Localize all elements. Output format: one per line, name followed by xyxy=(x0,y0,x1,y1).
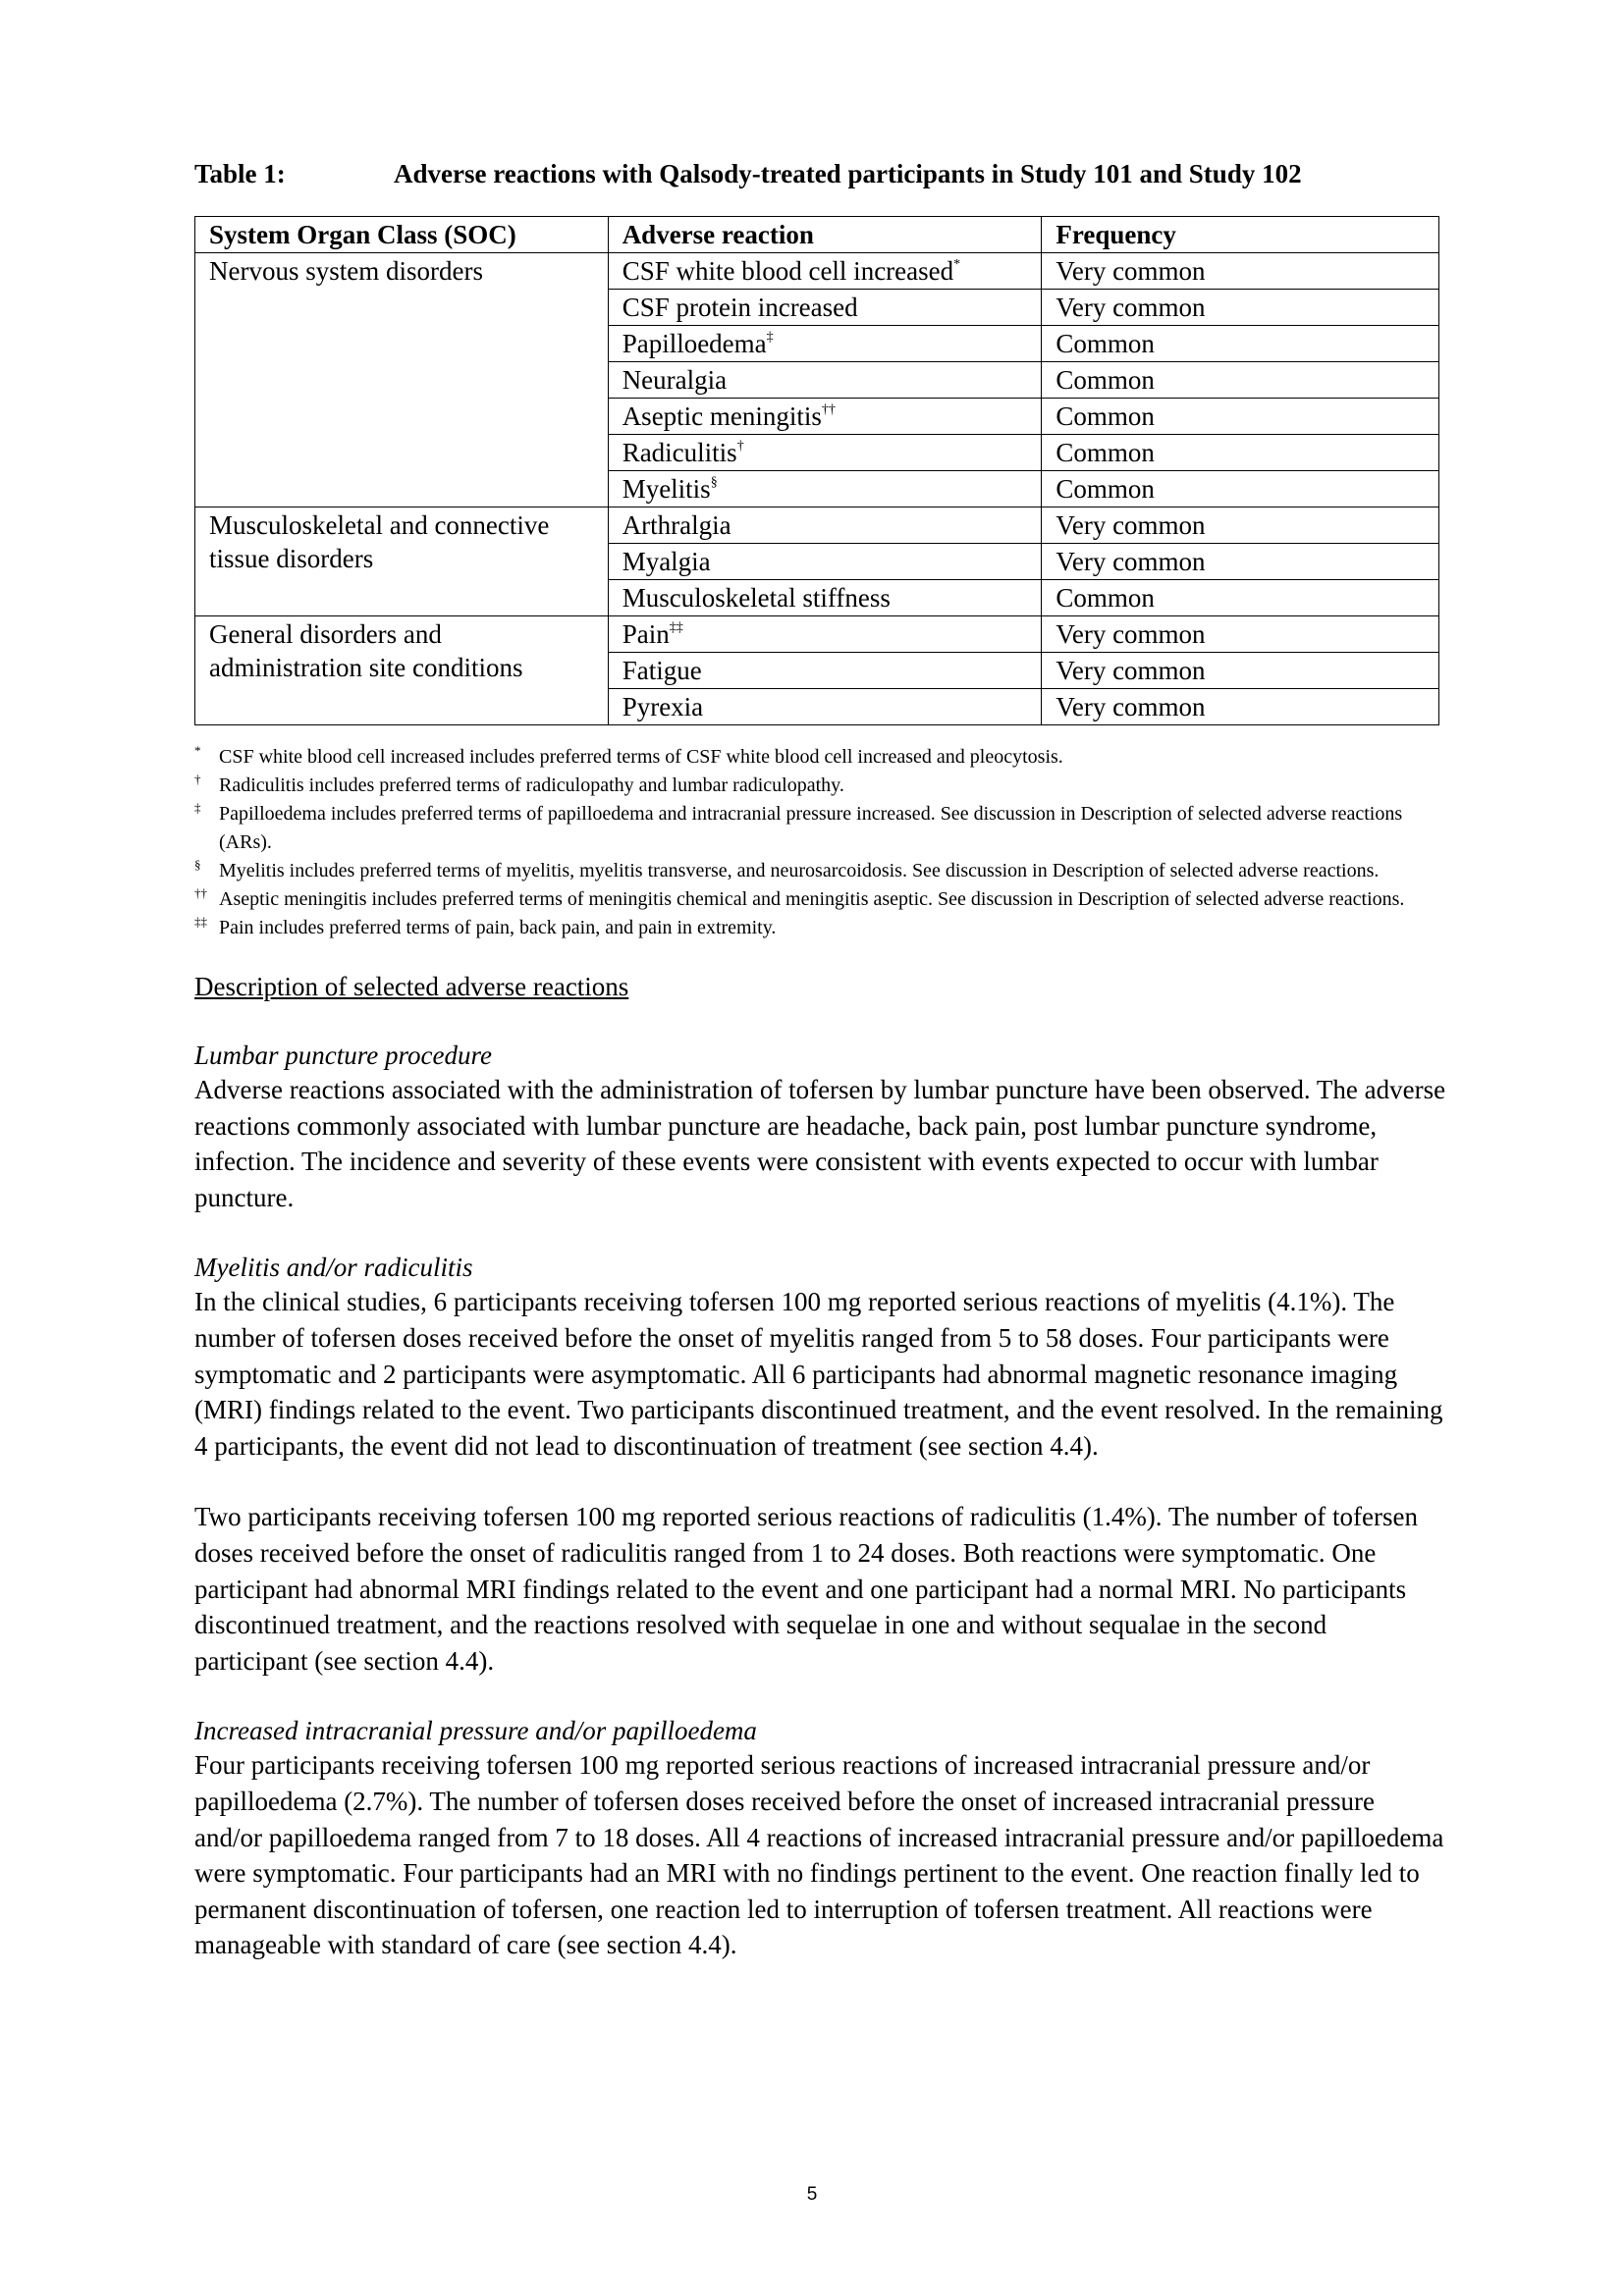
footnote-symbol xyxy=(194,772,219,800)
reaction-text: Myelitis xyxy=(622,474,711,504)
body-paragraph: Adverse reactions associated with the administration of tofersen by lumbar puncture have been observed. The adverse reactions commonly associated with lumbar puncture are headache, back pain, post lumbar puncture syndrome, infection. The incidence and severity of these events were consistent with events expected to occur with lumbar puncture. xyxy=(194,1075,1446,1212)
frequency-cell: Very common xyxy=(1042,689,1439,725)
reaction-cell xyxy=(608,544,1042,580)
footnote-symbol-text: †† xyxy=(194,885,207,900)
table-row xyxy=(195,507,1439,544)
footnote xyxy=(194,800,1446,857)
frequency-cell: Common xyxy=(1042,580,1439,616)
footnote xyxy=(194,914,1446,942)
footnote-symbol xyxy=(194,857,219,885)
frequency-cell: Very common xyxy=(1042,544,1439,580)
document-page xyxy=(194,147,1446,1963)
reaction-text: Pain xyxy=(622,619,670,649)
subsection-heading: Myelitis and/or radiculitis xyxy=(194,1253,473,1283)
footnote-text: Myelitis includes preferred terms of myelitis, myelitis transverse, and neurosarcoidosis. See discussion in Description of selected adverse reactions. xyxy=(219,860,1380,881)
frequency-cell: Very common xyxy=(1042,653,1439,689)
table-body xyxy=(195,253,1439,725)
reaction-cell xyxy=(608,471,1042,507)
footnote xyxy=(194,772,1446,800)
frequency-cell: Very common xyxy=(1042,290,1439,326)
reaction-cell xyxy=(608,689,1042,725)
footnote-symbol xyxy=(194,885,219,914)
footnote-symbol-text: § xyxy=(194,857,201,872)
frequency-cell: Very common xyxy=(1042,616,1439,653)
footnote-symbol-text: † xyxy=(194,772,201,786)
footnote-mark: ‡‡ xyxy=(669,620,683,635)
reaction-cell xyxy=(608,326,1042,362)
table-footnotes xyxy=(194,743,1446,942)
table-number: Table 1: xyxy=(194,159,286,188)
footnote-mark: †† xyxy=(821,402,836,417)
header-soc: System Organ Class (SOC) xyxy=(195,217,609,253)
subsection-heading: Lumbar puncture procedure xyxy=(194,1041,492,1070)
frequency-cell: Very common xyxy=(1042,507,1439,544)
reaction-cell xyxy=(608,616,1042,653)
footnote-text: CSF white blood cell increased includes preferred terms of CSF white blood cell increased and pleocytosis. xyxy=(219,746,1063,768)
table-caption xyxy=(194,157,1446,190)
table-row xyxy=(195,616,1439,653)
reaction-cell xyxy=(608,290,1042,326)
reaction-cell xyxy=(608,653,1042,689)
reaction-text: Pyrexia xyxy=(622,692,704,721)
footnote xyxy=(194,857,1446,885)
reaction-text: Myalgia xyxy=(622,547,711,576)
footnote-symbol-text: ‡‡ xyxy=(194,914,207,929)
reaction-cell xyxy=(608,580,1042,616)
frequency-cell: Very common xyxy=(1042,253,1439,290)
body-paragraph: Two participants receiving tofersen 100 mg reported serious reactions of radiculitis (1.4%). The number of tofersen doses received before the onset of radiculitis ranged from 1 to 24 doses. Both reactions were symptomatic. One participant had abnormal MRI findings related to the event and one participant had a normal MRI. No participants discontinued treatment, and the reactions resolved with sequelae in one and without sequalae in the second participant (see section 4.4). xyxy=(194,1502,1418,1676)
reaction-text: Papilloedema xyxy=(622,329,767,358)
adverse-reactions-table xyxy=(194,216,1439,725)
table-row xyxy=(195,253,1439,290)
frequency-cell: Common xyxy=(1042,399,1439,435)
page-number: 5 xyxy=(806,2184,818,2205)
table-title: Adverse reactions with Qalsody-treated participants in Study 101 and Study 102 xyxy=(394,159,1302,188)
soc-cell: Nervous system disorders xyxy=(195,253,609,507)
reaction-cell xyxy=(608,399,1042,435)
footnote-text: Pain includes preferred terms of pain, back pain, and pain in extremity. xyxy=(219,917,777,938)
reaction-text: Radiculitis xyxy=(622,438,737,467)
reaction-text: CSF white blood cell increased xyxy=(622,256,954,286)
reaction-cell xyxy=(608,253,1042,290)
reaction-text: Aseptic meningitis xyxy=(622,401,822,431)
footnote-mark: § xyxy=(710,475,718,490)
soc-cell: General disorders and administration site conditions xyxy=(195,616,609,725)
reaction-cell xyxy=(608,362,1042,399)
table-header-row xyxy=(195,217,1439,253)
frequency-cell: Common xyxy=(1042,362,1439,399)
header-reaction: Adverse reaction xyxy=(608,217,1042,253)
footnote xyxy=(194,743,1446,772)
footnote xyxy=(194,885,1446,914)
footnote-symbol xyxy=(194,743,219,772)
frequency-cell: Common xyxy=(1042,326,1439,362)
header-frequency: Frequency xyxy=(1042,217,1439,253)
footnote-symbol-text: ‡ xyxy=(194,800,201,815)
body-paragraph: Four participants receiving tofersen 100 mg reported serious reactions of increased intracranial pressure and/or papilloedema (2.7%). The number of tofersen doses received before the onset of increased intracranial pressure and/or papilloedema ranged from 7 to 18 doses. All 4 reactions of increased intracranial pressure and/or papilloedema were symptomatic. Four participants had an MRI with no findings pertinent to the event. One reaction finally led to permanent discontinuation of tofersen, one reaction led to interruption of tofersen treatment. All reactions were manageable with standard of care (see section 4.4). xyxy=(194,1750,1444,1960)
footnote-mark: ‡ xyxy=(766,330,774,345)
soc-cell: Musculoskeletal and connective tissue disorders xyxy=(195,507,609,616)
reaction-text: Arthralgia xyxy=(622,510,731,540)
footnote-mark: † xyxy=(736,439,744,454)
subsection-heading: Increased intracranial pressure and/or papilloedema xyxy=(194,1716,757,1746)
body-paragraph: In the clinical studies, 6 participants receiving tofersen 100 mg reported serious reactions of myelitis (4.1%). The number of tofersen doses received before the onset of myelitis ranged from 5 to 58 doses. Four participants were symptomatic and 2 participants were asymptomatic. All 6 participants had abnormal magnetic resonance imaging (MRI) findings related to the event. Two participants discontinued treatment, and the event resolved. In the remaining 4 participants, the event did not lead to discontinuation of treatment (see section 4.4). xyxy=(194,1287,1443,1461)
reaction-cell xyxy=(608,507,1042,544)
footnote-symbol xyxy=(194,914,219,942)
reaction-text: Neuralgia xyxy=(622,365,728,395)
footnote-symbol-text: * xyxy=(194,743,201,758)
subsections xyxy=(194,1039,1446,1963)
footnote-symbol xyxy=(194,800,219,828)
reaction-cell xyxy=(608,435,1042,471)
reaction-text: Musculoskeletal stiffness xyxy=(622,583,891,613)
reaction-text: CSF protein increased xyxy=(622,293,858,322)
section-title: Description of selected adverse reactions xyxy=(194,972,629,1001)
frequency-cell: Common xyxy=(1042,471,1439,507)
footnote-text: Aseptic meningitis includes preferred terms of meningitis chemical and meningitis aseptic. See discussion in Description of selected adverse reactions. xyxy=(219,888,1405,910)
footnote-text: Papilloedema includes preferred terms of papilloedema and intracranial pressure increased. See discussion in Description of selected adverse reactions (ARs). xyxy=(219,803,1403,853)
frequency-cell: Common xyxy=(1042,435,1439,471)
reaction-text: Fatigue xyxy=(622,656,702,685)
footnote-text: Radiculitis includes preferred terms of radiculopathy and lumbar radiculopathy. xyxy=(219,774,844,796)
footnote-mark: * xyxy=(953,257,961,272)
